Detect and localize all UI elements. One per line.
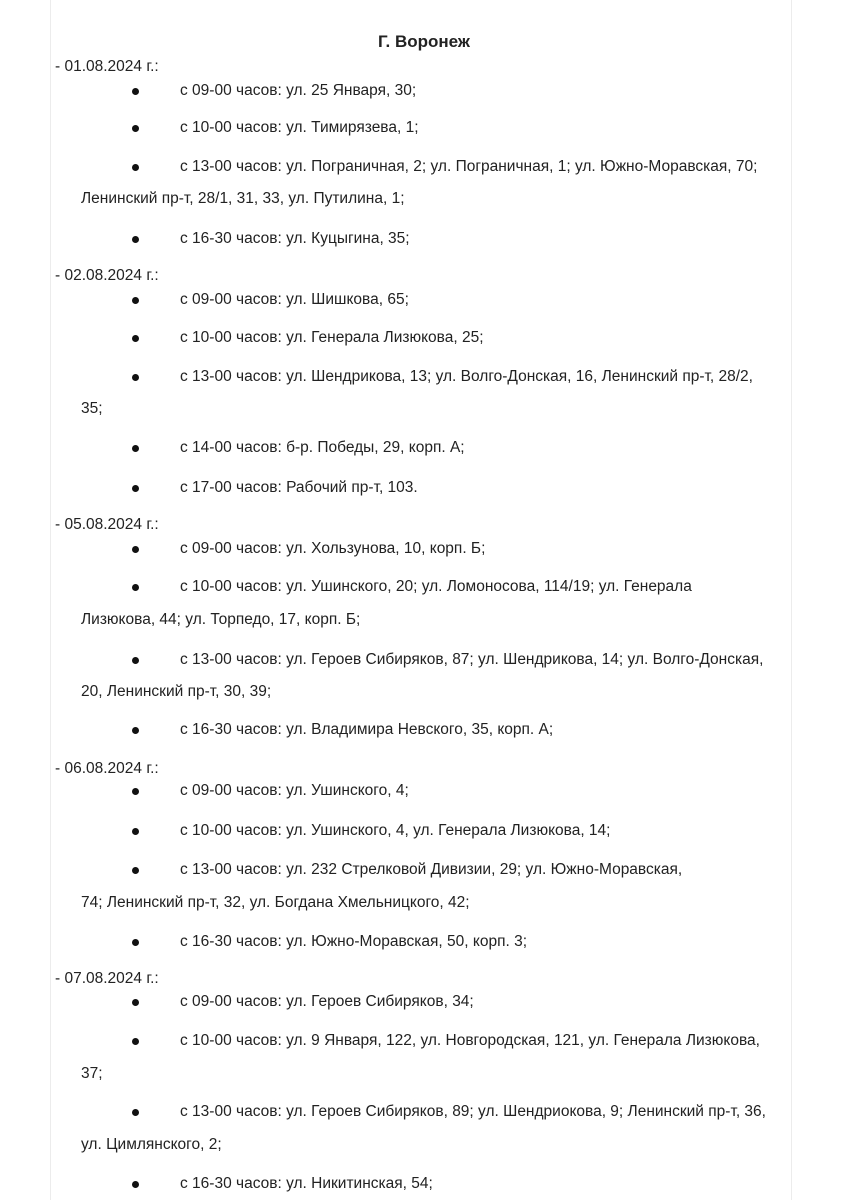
date-heading: - 07.08.2024 г.: <box>55 970 159 987</box>
bullet-icon <box>132 999 139 1006</box>
schedule-item: с 09-00 часов: ул. Героев Сибиряков, 34; <box>180 993 474 1010</box>
schedule-item-continuation: 74; Ленинский пр-т, 32, ул. Богдана Хмельницкого, 42; <box>81 894 470 911</box>
bullet-icon <box>132 297 139 304</box>
schedule-item-continuation: 37; <box>81 1065 103 1082</box>
schedule-item: с 09-00 часов: ул. 25 Января, 30; <box>180 82 417 99</box>
bullet-icon <box>132 546 139 553</box>
bullet-icon <box>132 788 139 795</box>
schedule-item: с 10-00 часов: ул. Тимирязева, 1; <box>180 119 419 136</box>
schedule-item: с 17-00 часов: Рабочий пр-т, 103. <box>180 479 418 496</box>
date-heading: - 06.08.2024 г.: <box>55 760 159 777</box>
date-heading: - 01.08.2024 г.: <box>55 58 159 75</box>
bullet-icon <box>132 88 139 95</box>
schedule-item: с 10-00 часов: ул. Генерала Лизюкова, 25; <box>180 329 484 346</box>
bullet-icon <box>132 584 139 591</box>
bullet-icon <box>132 727 139 734</box>
schedule-item: с 10-00 часов: ул. Ушинского, 20; ул. Ломоносова, 114/19; ул. Генерала <box>180 578 692 595</box>
schedule-item: с 09-00 часов: ул. Хользунова, 10, корп. Б; <box>180 540 486 557</box>
bullet-icon <box>132 164 139 171</box>
schedule-item: с 13-00 часов: ул. Пограничная, 2; ул. Пограничная, 1; ул. Южно-Моравская, 70; <box>180 158 758 175</box>
schedule-item: с 10-00 часов: ул. Ушинского, 4, ул. Генерала Лизюкова, 14; <box>180 822 611 839</box>
schedule-item: с 16-30 часов: ул. Южно-Моравская, 50, корп. 3; <box>180 933 528 950</box>
schedule-item: с 14-00 часов: б-р. Победы, 29, корп. А; <box>180 439 465 456</box>
bullet-icon <box>132 374 139 381</box>
date-heading: - 05.08.2024 г.: <box>55 516 159 533</box>
schedule-item: с 10-00 часов: ул. 9 Января, 122, ул. Новгородская, 121, ул. Генерала Лизюкова, <box>180 1032 760 1049</box>
schedule-item-continuation: Лизюкова, 44; ул. Торпедо, 17, корп. Б; <box>81 611 361 628</box>
bullet-icon <box>132 1181 139 1188</box>
schedule-item: с 09-00 часов: ул. Ушинского, 4; <box>180 782 409 799</box>
schedule-item: с 13-00 часов: ул. Шендрикова, 13; ул. Волго-Донская, 16, Ленинский пр-т, 28/2, <box>180 368 753 385</box>
schedule-item: с 16-30 часов: ул. Никитинская, 54; <box>180 1175 433 1192</box>
schedule-item-continuation: Ленинский пр-т, 28/1, 31, 33, ул. Путилина, 1; <box>81 190 405 207</box>
bullet-icon <box>132 867 139 874</box>
bullet-icon <box>132 236 139 243</box>
document-title: Г. Воронеж <box>378 32 470 51</box>
schedule-item: с 16-30 часов: ул. Куцыгина, 35; <box>180 230 410 247</box>
bullet-icon <box>132 485 139 492</box>
schedule-item: с 16-30 часов: ул. Владимира Невского, 35, корп. А; <box>180 721 554 738</box>
schedule-item-continuation: 35; <box>81 400 103 417</box>
bullet-icon <box>132 939 139 946</box>
schedule-item-continuation: ул. Цимлянского, 2; <box>81 1136 222 1153</box>
schedule-item: с 09-00 часов: ул. Шишкова, 65; <box>180 291 409 308</box>
date-heading: - 02.08.2024 г.: <box>55 267 159 284</box>
bullet-icon <box>132 335 139 342</box>
bullet-icon <box>132 125 139 132</box>
bullet-icon <box>132 1038 139 1045</box>
schedule-item: с 13-00 часов: ул. Героев Сибиряков, 89; ул. Шендриокова, 9; Ленинский пр-т, 36, <box>180 1103 766 1120</box>
document-page <box>50 0 792 1200</box>
bullet-icon <box>132 657 139 664</box>
bullet-icon <box>132 828 139 835</box>
bullet-icon <box>132 1109 139 1116</box>
schedule-item-continuation: 20, Ленинский пр-т, 30, 39; <box>81 683 272 700</box>
schedule-item: с 13-00 часов: ул. Героев Сибиряков, 87; ул. Шендрикова, 14; ул. Волго-Донская, <box>180 651 764 668</box>
bullet-icon <box>132 445 139 452</box>
schedule-item: с 13-00 часов: ул. 232 Стрелковой Дивизии, 29; ул. Южно-Моравская, <box>180 861 683 878</box>
